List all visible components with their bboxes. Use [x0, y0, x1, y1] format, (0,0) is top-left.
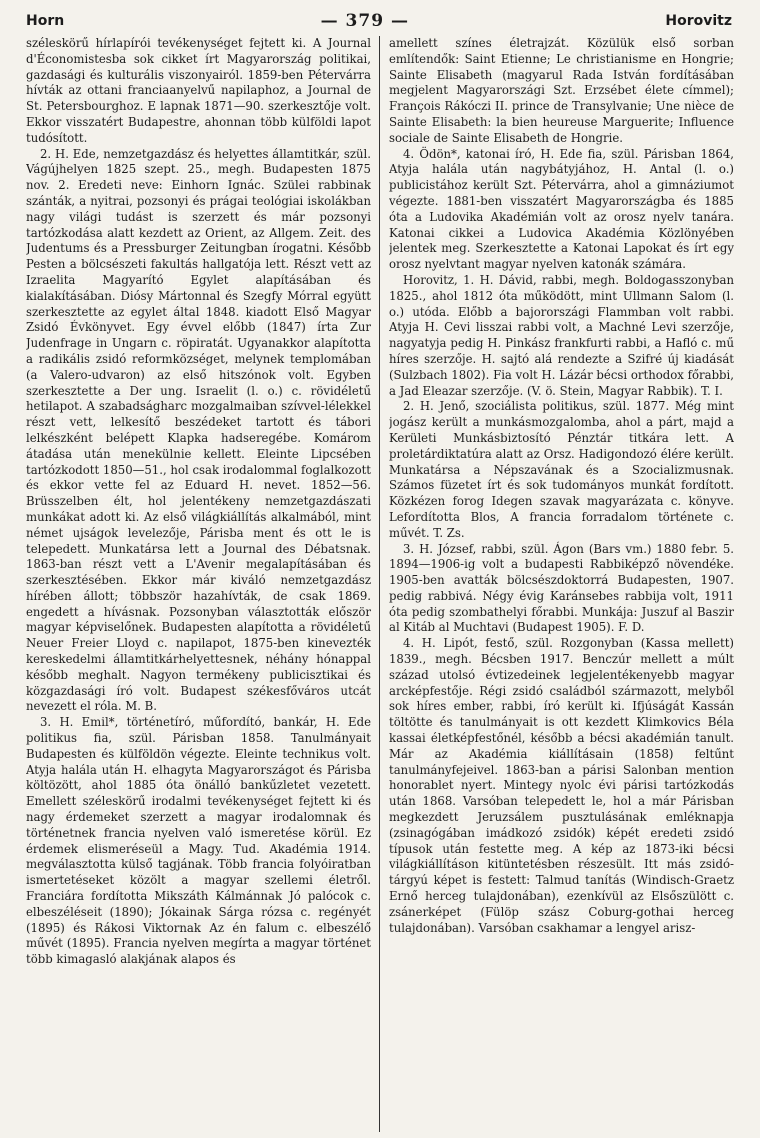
entry-paragraph: 4. Ödön*, katonai író, H. Ede fia, szül. Párisban 1864, Atyja halála után nagybátyjához, H. Antal (l. o.) publicistához került Szt. Pétervárra, ahol a gimnáziumot végezte. 1881-ben visszatért Magyarországba és 1885 óta a Ludovika Akadémián volt az orosz nyelv tanára. Katonai cikkei a Ludovica Akadémia Közlönyében jelentek meg. Szerkesztette a Katonai Lapokat és írt egy orosz nyelvtant magyar nyelven katonák számára. — [389, 146, 734, 272]
entry-paragraph: 4. H. Lipót, festő, szül. Rozgonyban (Kassa mellett) 1839., megh. Bécsben 1917. Benczúr mellett a múlt század utolsó évtizedeinek legjelentékenyebb magyar arcképfestője. Régi zsidó családból származott, melyből sok híres ember, rabbi, író került ki. Ifjúságát Kassán töltötte és tanulmányait is ott kezdett Klimkovics Béla kassai életképfestőnél, később a bécsi akadémián tanult. Már az Akadémia kiállításain (1858) feltűnt tanulmányfejeivel. 1863-ban a párisi Salonban mention honorablet nyert. Mintegy nyolc évi párisi tartózkodás után 1868. Varsóban telepedett le, hol a már Párisban megkezdett Jeruzsálem pusztulásának emléknapja (zsinagógában imádkozó zsidók) képét eredeti zsidó típusok után festette meg. A kép az 1873-iki bécsi világkiállításon kitüntetésben részesült. Itt más zsidó-tárgyú képet is festett: Talmud tanítás (Windisch-Graetz Ernő herceg tulajdonában), ezenkívül az Elsőszülött c. zsánerképet (Fülöp szász Coburg-gothai herceg tulajdonában). Varsóban csakhamar a lengyel arisz- — [389, 636, 734, 935]
entry-paragraph: 2. H. Ede, nemzetgazdász és helyettes államtitkár, szül. Vágújhelyen 1825 szept. 25., megh. Budapesten 1875 nov. 2. Eredeti neve: Einhorn Ignác. Szülei rabbinak szánták, a nyitrai, pozsonyi és prágai teológiai iskolákban nagy világi tudást is szerzett és már pozsonyi tartózkodása alatt kezdett az Orient, az Allgem. Zeit. des Judentums és a Pressburger Zeitungban írogatni. Később Pesten a bölcsészeti fakultás hallgatója lett. Részt vett az Izraelita Magyarító Egylet alapításában és kialakításában. Diósy Mártonnal és Szegfy Mórral együtt szerkesztette az egylet által 1848. kiadott Első Magyar Zsidó Évkönyvet. Egy évvel előbb (1847) írta Zur Judenfrage in Ungarn c. röpiratát. Ugyanakkor alapította a radikális zsidó reformközséget, melynek templomában (a Valero-udvaron) az első hitszónok volt. Egyben szerkesztette a Der ung. Israelit (l. o.) c. rövidéletű hetilapot. A szabadságharc mozgalmaiban szívvel-lélekkel részt vett, lelkesítő beszédeket tartott és tábori lelkészként belépett Klapka hadseregébe. Komárom átadása után menekülnie kellett. Eleinte Lipcsében tartózkodott 1850—51., hol csak irodalommal foglalkozott és ekkor vette fel az Eduard H. nevet. 1852—56. Brüsszelben élt, hol jelentékeny nemzetgazdászati munkákat adott ki. Az első világkiállítás alkalmából, mint német ujságok levelezője, Párisba ment és ott le is telepedett. Munkatársa lett a Journal des Débatsnak. 1863-ban részt vett a L'Avenir megalapításában és szerkesztésében. Ekkor már kiváló nemzetgazdász hírében állott; többször hazahívták, de csak 1869. engedett a hívásnak. Pozsonyban választották először magyar képviselőnek. Budapesten alapította a rövidéletű Neuer Freier Lloyd c. napilapot, 1875-ben kinevezték kereskedelmi államtitkárhelyettesnek, néhány hónappal később meghalt. Nagyon termékeny publicisztikai és közgazdasági író volt. Budapest székesfőváros utcát nevezett el róla. M. B. — [26, 146, 371, 714]
entry-paragraph: 2. H. Jenő, szociálista politikus, szül. 1877. Még mint jogász került a munkásmozgalomba, ahol a párt, majd a Kerületi Munkásbiztosító Pénztár titkára lett. A proletárdiktatúra alatt az Orsz. Hadigondozó élére került. Munkatársa a Népszavának és a Szocializmusnak. Számos füzetet írt és sok tudományos munkát fordított. Közkézen forog Idegen szavak magyarázata c. könyve. Lefordította Blos, A francia forradalom története c. művét. T. Zs. — [389, 399, 734, 540]
entry-paragraph: 3. H. Emil*, történetíró, műfordító, bankár, H. Ede politikus fia, szül. Párisban 1858. Tanulmányait Budapesten és külföldön végezte. Eleinte technikus volt. Atyja halála után H. elhagyta Magyarországot és Párisba költözött, ahol 1885 óta önálló bankűzletet vezetett. Emellett széleskörű irodalmi tevékenységet fejtett ki és nagy érdemeket szerzett a magyar irodalomnak és történetnek francia nyelven való ismeretése körül. Ez érdemek elismeréseül a Magy. Tud. Akadémia 1914. megválasztotta külső tagjának. Több francia folyóiratban ismertetéseket közölt a magyar szellemi életről. Franciára fordította Mikszáth Kálmánnak Jó palócok c. elbeszéléseit (1890); Jókainak Sárga rózsa c. regényét (1895) és Rákosi Viktornak Az én falum c. elbeszélő művét (1895). Francia nyelven megírta a magyar történet több kimagasló alakjának alapos és — [26, 715, 371, 967]
header-left-word: Horn — [26, 13, 65, 29]
right-column — [389, 36, 734, 1132]
paragraph: amellett színes életrajzát. Közülük első sorban említendők: Saint Etienne; Le christianisme en Hongrie; Sainte Elisabeth (magyarul Rada István fordításában megjelent Magyarországi Szt. Erzsébet élete címmel); François Rákóczi II. prince de Transylvanie; Une nièce de Sainte Elisabeth: la bien heureuse Marguerite; Influence sociale de Sainte Elisabeth de Hongrie. — [389, 36, 734, 145]
page-number: — 379 — — [320, 11, 409, 31]
entry-paragraph: 3. H. József, rabbi, szül. Ágon (Bars vm.) 1880 febr. 5. 1894—1906-ig volt a budapesti Rabbiképző növendéke. 1905-ben avatták bölcsészdoktorrá Budapesten, 1907. pedig rabbivá. Négy évig Karánsebes rabbija volt, 1911 óta pedig szombathelyi főrabbi. Munkája: Juszuf al Baszir al Kitáb al Muchtavi (Budapest 1905). F. D. — [389, 541, 734, 635]
header-right-word: Horovitz — [665, 13, 732, 29]
running-header — [26, 8, 732, 34]
paragraph: széleskörű hírlapírói tevékenységet fejtett ki. A Journal d'Économistesba sok cikket írt Magyarország politikai, gazdasági és kulturális viszonyairól. 1859-ben Pétervárra hívták az ottani franciaanyelvű napilaphoz, a Journal de St. Petersbourghoz. E lapnak 1871—90. szerkesztője volt. Ekkor visszatért Budapestre, ahonnan több külföldi lapot tudósított. — [26, 36, 371, 145]
left-column — [26, 36, 371, 1132]
entry-paragraph: Horovitz, 1. H. Dávid, rabbi, megh. Boldogasszonyban 1825., ahol 1812 óta működött, mint Ullmann Salom (l. o.) utóda. Előbb a bajorországi Flammban volt rabbi. Atyja H. Cevi lisszai rabbi volt, a Machné Levi szerzője, nagyatyja pedig H. Pinkász frankfurti rabbi, a Hafló c. mű híres szerzője. H. sajtó alá rendezte a Szifré új kiadását (Sulzbach 1802). Fia volt H. Lázár bécsi orthodox főrabbi, a Jad Eleazar szerzője. (V. ö. Stein, Magyar Rabbik). T. I. — [389, 272, 734, 398]
text-columns — [26, 36, 734, 1132]
